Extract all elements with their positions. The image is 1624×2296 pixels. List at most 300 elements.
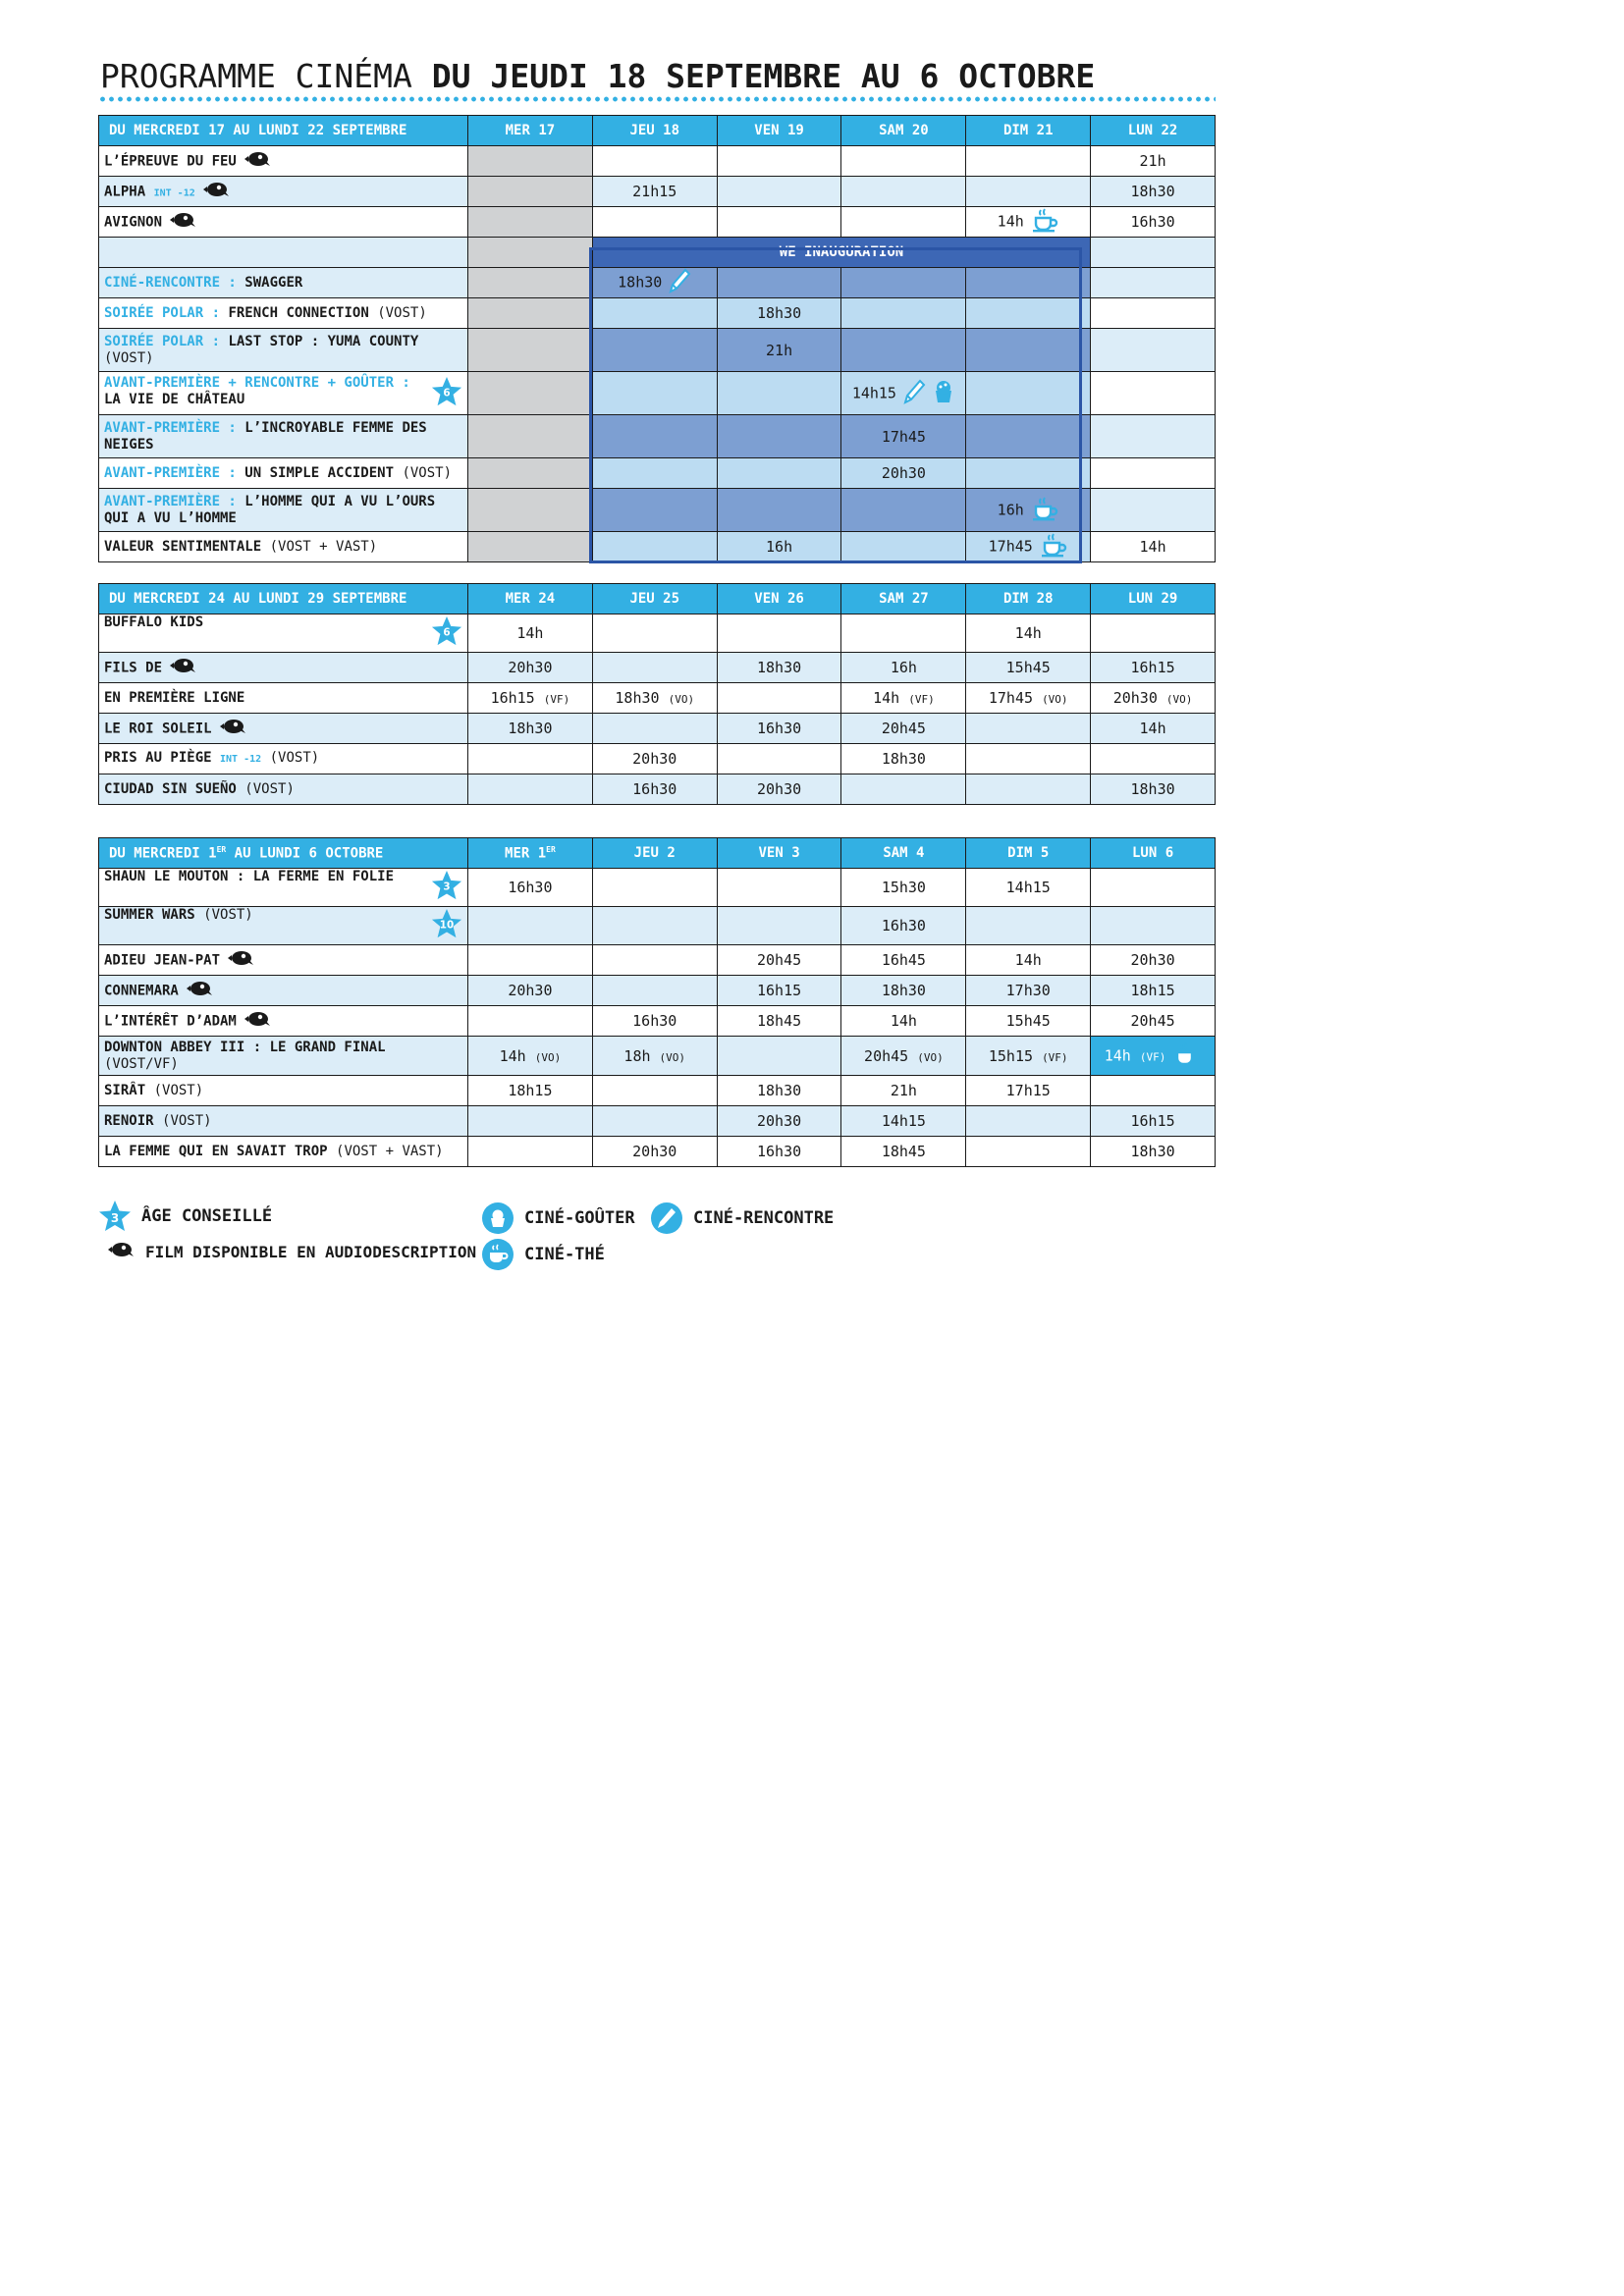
showtime-cell: [592, 744, 717, 774]
showtime-cell: [1091, 1076, 1216, 1106]
film-title-cell: [99, 1006, 468, 1037]
showtime-cell: [592, 683, 717, 714]
table-row: [99, 146, 1216, 177]
showtime: 20h30: [1112, 689, 1158, 707]
showtime-cell: [592, 614, 717, 653]
version-note: (VOST): [104, 349, 154, 366]
showtime-cell: [841, 268, 966, 298]
showtime-cell: [841, 1137, 966, 1167]
day-header: JEU 25: [592, 584, 717, 614]
week3-header: [99, 838, 468, 869]
showtime-cell: [841, 683, 966, 714]
table-row: [99, 714, 1216, 744]
day-header: [468, 838, 593, 869]
showtime-cell: [966, 177, 1091, 207]
showtime-cell: [966, 1037, 1091, 1076]
showtime-cell: [592, 774, 717, 805]
showtime-cell: [841, 207, 966, 238]
showtime: 18h: [623, 1046, 651, 1065]
showtime-cell: [1091, 329, 1216, 372]
showtime-cell: [1091, 1106, 1216, 1137]
showtime-cell: [717, 976, 841, 1006]
showtime-cell: [717, 907, 841, 945]
empty-cell: [1091, 238, 1216, 268]
showtime-cell: [717, 329, 841, 372]
star-age-icon: [431, 376, 462, 412]
film-title: VALEUR SENTIMENTALE: [104, 538, 262, 555]
showtime-cell: [717, 415, 841, 458]
showtime-cell: [1091, 268, 1216, 298]
showtime: 15h45: [1005, 659, 1051, 676]
day-header: DIM 21: [966, 116, 1091, 146]
showtime-cell: [717, 614, 841, 653]
audiodescription-icon: [226, 949, 255, 972]
age-restriction: INT -12: [220, 754, 262, 765]
showtime: 14h: [890, 1012, 917, 1030]
showtime-cell: [1091, 298, 1216, 329]
week3-header-sup: ER: [216, 844, 227, 854]
version-note: (VOST): [402, 464, 453, 481]
showtime-cell: [1091, 714, 1216, 744]
film-title: L’HOMME QUI A VU L’OURS QUI A VU L’HOMME: [104, 493, 436, 526]
showtime-cell: [841, 1006, 966, 1037]
showtime-cell: [717, 146, 841, 177]
film-title-cell: [99, 945, 468, 976]
table-row: [99, 614, 1216, 653]
legend-age: [98, 1200, 272, 1233]
legend-age-example: 3: [110, 1211, 120, 1225]
version-note: (VOST): [377, 304, 427, 321]
film-title: SWAGGER: [244, 274, 303, 291]
showtime-cell: [1091, 945, 1216, 976]
showtime-cell: [468, 329, 593, 372]
showtime-cell: [468, 1037, 593, 1076]
table-row: [99, 945, 1216, 976]
age-value: 6: [443, 387, 451, 400]
showtime-cell: [1091, 614, 1216, 653]
showtime: 16h30: [756, 720, 802, 737]
showtime-cell: [1091, 207, 1216, 238]
showtime-cell: [717, 1137, 841, 1167]
film-title: UN SIMPLE ACCIDENT: [244, 464, 395, 481]
showtime: 16h30: [1130, 213, 1175, 231]
film-title-cell: [99, 532, 468, 562]
showtime-cell: [966, 774, 1091, 805]
showtime-cell: [468, 1006, 593, 1037]
showtime-cell: [1091, 489, 1216, 532]
showtime-cell: [468, 907, 593, 945]
day-header: SAM 27: [841, 584, 966, 614]
showtime-cell: [966, 415, 1091, 458]
film-title-cell: [99, 329, 468, 372]
age-restriction: INT -12: [153, 187, 195, 198]
day-header: VEN 19: [717, 116, 841, 146]
showtime: 18h30: [881, 982, 926, 999]
version-note: (VOST): [153, 1082, 204, 1098]
showtime: 18h15: [508, 1082, 553, 1099]
showtime: 14h: [499, 1046, 526, 1065]
showtime-cell: [841, 1076, 966, 1106]
showtime-cell: [468, 976, 593, 1006]
film-title-cell: [99, 976, 468, 1006]
showtime: 16h: [997, 501, 1024, 518]
empty-cell: [99, 238, 468, 268]
cine-gouter-icon: [932, 379, 955, 408]
showtime-cell: [966, 614, 1091, 653]
film-title: PRIS AU PIÈGE: [104, 750, 212, 766]
film-title-cell: [99, 653, 468, 683]
day-header: VEN 26: [717, 584, 841, 614]
showtime-cell: [966, 1106, 1091, 1137]
showtime-cell: [592, 532, 717, 562]
legend-audio: [106, 1241, 476, 1262]
film-title-cell: [99, 415, 468, 458]
showtime-cell: [468, 372, 593, 415]
day-header: VEN 3: [717, 838, 841, 869]
table-row: [99, 1137, 1216, 1167]
showtime-cell: [468, 1137, 593, 1167]
showtime: 17h45: [881, 427, 926, 446]
legend-the: [481, 1238, 605, 1271]
version-tag: (VO): [1042, 693, 1068, 706]
film-title-cell: [99, 714, 468, 744]
table-row: [99, 268, 1216, 298]
week1-header: DU MERCREDI 17 AU LUNDI 22 SEPTEMBRE: [99, 116, 468, 146]
cine-the-icon: [481, 1238, 514, 1271]
table-row: [99, 329, 1216, 372]
showtime-cell: [1091, 177, 1216, 207]
showtime: 18h45: [881, 1143, 926, 1160]
film-title-cell: [99, 372, 468, 415]
showtime: 14h: [997, 212, 1024, 231]
film-title: ADIEU JEAN-PAT: [104, 952, 221, 968]
version-tag: (VO): [534, 1050, 562, 1064]
event-tag: SOIRÉE POLAR :: [104, 304, 221, 321]
showtime-cell: [717, 207, 841, 238]
showtime-cell: [468, 489, 593, 532]
table-row: [99, 177, 1216, 207]
showtime-cell: [966, 298, 1091, 329]
showtime-cell: [841, 869, 966, 907]
table-row: [99, 744, 1216, 774]
showtime-cell: [966, 372, 1091, 415]
showtime-cell: [592, 945, 717, 976]
day-header: MER 24: [468, 584, 593, 614]
film-title: L’INTÉRÊT D’ADAM: [104, 1013, 237, 1029]
showtime-cell: [592, 207, 717, 238]
showtime-cell: [468, 714, 593, 744]
showtime: 18h30: [756, 1082, 802, 1099]
showtime-cell: [468, 298, 593, 329]
cine-the-icon: [1039, 532, 1068, 561]
film-title-cell: [99, 907, 468, 945]
film-title: BUFFALO KIDS: [104, 614, 204, 630]
showtime: 16h30: [881, 917, 926, 934]
showtime-cell: [1091, 869, 1216, 907]
we-inauguration-row: [99, 238, 1216, 268]
showtime-cell: [1091, 532, 1216, 562]
showtime: 20h30: [508, 982, 553, 999]
showtime-cell: [966, 532, 1091, 562]
audiodescription-icon: [106, 1241, 135, 1262]
showtime: 18h30: [756, 659, 802, 676]
film-title-cell: [99, 774, 468, 805]
showtime-cell: [966, 489, 1091, 532]
table-row: [99, 907, 1216, 945]
showtime-cell: [717, 177, 841, 207]
showtime-cell: [966, 744, 1091, 774]
showtime-cell: [841, 714, 966, 744]
showtime: 18h30: [508, 720, 553, 737]
table-row: [99, 869, 1216, 907]
showtime-cell: [841, 489, 966, 532]
showtime: 15h45: [1005, 1012, 1051, 1030]
version-tag: (VO): [659, 1050, 686, 1064]
showtime-cell: [592, 298, 717, 329]
showtime: 14h: [873, 689, 900, 707]
table-row: [99, 415, 1216, 458]
showtime-cell: [841, 614, 966, 653]
showtime: 21h: [890, 1082, 917, 1099]
showtime-cell: [717, 1106, 841, 1137]
film-title-cell: [99, 1037, 468, 1076]
showtime-cell: [468, 744, 593, 774]
we-inauguration-label: WE INAUGURATION: [592, 238, 1090, 268]
showtime-cell: [841, 744, 966, 774]
legend-audio-label: FILM DISPONIBLE EN AUDIODESCRIPTION: [145, 1242, 477, 1261]
showtime-cell: [592, 329, 717, 372]
audiodescription-icon: [243, 1010, 272, 1033]
showtime: 16h30: [508, 879, 553, 896]
day-header-sup: ER: [546, 844, 556, 854]
showtime: 18h15: [1130, 982, 1175, 999]
showtime: 17h45: [988, 689, 1034, 707]
day-header-text: MER 1: [505, 845, 547, 862]
showtime-cell: [966, 683, 1091, 714]
event-tag: AVANT-PREMIÈRE + RENCONTRE + GOÛTER :: [104, 374, 410, 391]
film-title-cell: [99, 207, 468, 238]
showtime-cell: [717, 744, 841, 774]
title-bold: DU JEUDI 18 SEPTEMBRE AU 6 OCTOBRE: [431, 57, 1096, 95]
showtime: 16h: [890, 659, 917, 676]
audiodescription-icon: [201, 181, 231, 203]
showtime: 18h30: [618, 273, 663, 292]
showtime-cell: [717, 945, 841, 976]
version-tag: (VO): [917, 1050, 944, 1064]
showtime: 14h15: [881, 1112, 926, 1130]
showtime-cell: [468, 683, 593, 714]
film-title: LA FEMME QUI EN SAVAIT TROP: [104, 1143, 328, 1159]
showtime: 20h30: [508, 659, 553, 676]
showtime-cell: [841, 945, 966, 976]
film-title-cell: [99, 1076, 468, 1106]
version-tag: (VF): [1042, 1050, 1068, 1064]
showtime-cell: [841, 372, 966, 415]
showtime: 18h30: [881, 750, 926, 768]
showtime: 21h15: [632, 183, 677, 200]
table-row: [99, 1106, 1216, 1137]
showtime-cell: [1091, 458, 1216, 489]
showtime-cell: [592, 1076, 717, 1106]
cine-the-icon: [1030, 496, 1059, 525]
week2-header: DU MERCREDI 24 AU LUNDI 29 SEPTEMBRE: [99, 584, 468, 614]
version-note: (VOST): [203, 907, 253, 923]
film-title: L’INCROYABLE FEMME DES NEIGES: [104, 419, 427, 453]
star-age-icon: [431, 908, 462, 944]
day-header: LUN 6: [1091, 838, 1216, 869]
showtime-cell: [1091, 372, 1216, 415]
showtime-cell: [1091, 653, 1216, 683]
film-title: CIUDAD SIN SUEÑO: [104, 780, 237, 797]
showtime: 21h: [1139, 152, 1166, 170]
showtime: 20h45: [881, 720, 926, 737]
showtime-cell: [592, 458, 717, 489]
showtime: 20h30: [632, 1143, 677, 1160]
showtime-cell: [717, 372, 841, 415]
legend-the-label: CINÉ-THÉ: [524, 1245, 605, 1264]
table-row: [99, 489, 1216, 532]
film-title-cell: [99, 458, 468, 489]
film-title: SUMMER WARS: [104, 907, 195, 923]
showtime-cell: [1091, 907, 1216, 945]
showtime-cell: [592, 907, 717, 945]
showtime-cell: [592, 489, 717, 532]
day-header: DIM 28: [966, 584, 1091, 614]
table-row: [99, 1006, 1216, 1037]
showtime-cell: [841, 146, 966, 177]
table-row: [99, 1037, 1216, 1076]
showtime-cell: [717, 268, 841, 298]
showtime-cell: [717, 714, 841, 744]
showtime: 20h45: [864, 1046, 909, 1065]
showtime-cell: [1091, 1037, 1216, 1076]
film-title: SIRÂT: [104, 1082, 146, 1098]
showtime-cell: [1091, 415, 1216, 458]
showtime: 16h30: [756, 1143, 802, 1160]
table-row: [99, 207, 1216, 238]
showtime-cell: [841, 774, 966, 805]
event-tag: CINÉ-RENCONTRE :: [104, 274, 237, 291]
film-title: SHAUN LE MOUTON : LA FERME EN FOLIE: [104, 869, 395, 884]
film-title: DOWNTON ABBEY III : LE GRAND FINAL: [104, 1039, 386, 1055]
showtime-cell: [717, 489, 841, 532]
showtime-cell: [592, 177, 717, 207]
showtime-cell: [592, 1006, 717, 1037]
showtime-cell: [468, 207, 593, 238]
showtime: 18h30: [1130, 1143, 1175, 1160]
cine-rencontre-icon: [650, 1201, 683, 1235]
showtime-cell: [841, 1106, 966, 1137]
showtime: 20h45: [1130, 1012, 1175, 1030]
day-header: SAM 20: [841, 116, 966, 146]
film-title-cell: [99, 1106, 468, 1137]
showtime-cell: [468, 532, 593, 562]
showtime: 20h30: [632, 750, 677, 768]
table-row: [99, 683, 1216, 714]
film-title: LA VIE DE CHÂTEAU: [104, 391, 245, 407]
film-title-cell: [99, 177, 468, 207]
showtime: 14h: [516, 624, 544, 642]
showtime-cell: [966, 1006, 1091, 1037]
showtime-cell: [592, 372, 717, 415]
showtime-cell: [966, 458, 1091, 489]
showtime: 20h30: [1130, 951, 1175, 969]
table-row: [99, 532, 1216, 562]
version-tag: (VF): [543, 693, 570, 706]
film-title-cell: [99, 683, 468, 714]
week3-header-rest: AU LUNDI 6 OCTOBRE: [226, 845, 384, 862]
cine-rencontre-icon: [668, 268, 691, 297]
cine-the-icon: [1030, 207, 1059, 237]
showtime-cell: [592, 415, 717, 458]
showtime-cell: [592, 1137, 717, 1167]
dotted-divider: [98, 96, 1216, 102]
showtime-cell: [841, 976, 966, 1006]
version-note: (VOST): [162, 1112, 212, 1129]
star-age-icon: [431, 615, 462, 652]
showtime-cell: [717, 298, 841, 329]
showtime: 20h45: [756, 951, 802, 969]
showtime-cell: [1091, 683, 1216, 714]
cine-rencontre-icon: [902, 379, 926, 408]
showtime-cell: [841, 1037, 966, 1076]
version-tag: (VF): [908, 693, 935, 706]
audiodescription-icon: [243, 150, 272, 173]
showtime-cell: [1091, 146, 1216, 177]
cine-gouter-icon: [481, 1201, 514, 1235]
table-row: [99, 298, 1216, 329]
version-note: (VOST): [269, 750, 320, 766]
showtime: 18h30: [615, 689, 660, 707]
showtime-cell: [468, 774, 593, 805]
showtime-cell: [717, 532, 841, 562]
page-title: [100, 57, 1095, 95]
showtime-cell: [841, 298, 966, 329]
week2-table: [98, 583, 1216, 805]
legend-rencontre: [650, 1201, 834, 1235]
film-title-cell: [99, 298, 468, 329]
showtime-cell: [468, 415, 593, 458]
showtime-cell: [717, 1006, 841, 1037]
showtime-cell: [966, 1137, 1091, 1167]
event-tag: AVANT-PREMIÈRE :: [104, 419, 237, 436]
showtime: 17h30: [1005, 982, 1051, 999]
showtime-cell: [592, 869, 717, 907]
day-header: DIM 5: [966, 838, 1091, 869]
showtime-cell: [966, 945, 1091, 976]
showtime-cell: [468, 614, 593, 653]
version-tag: (VO): [668, 693, 695, 706]
showtime: 14h: [1139, 720, 1166, 737]
showtime-cell: [468, 869, 593, 907]
version-note: (VOST + VAST): [336, 1143, 444, 1159]
showtime: 18h30: [1130, 183, 1175, 200]
closed-cell: [468, 238, 593, 268]
showtime-cell: [841, 653, 966, 683]
showtime-cell: [841, 458, 966, 489]
day-header: JEU 18: [592, 116, 717, 146]
showtime: 14h: [1014, 951, 1042, 969]
showtime-cell: [966, 146, 1091, 177]
version-tag: (VF): [1139, 1050, 1166, 1063]
legend-rencontre-label: CINÉ-RENCONTRE: [693, 1208, 835, 1228]
showtime-cell: [468, 1076, 593, 1106]
showtime: 18h30: [756, 304, 802, 322]
showtime: 17h15: [1005, 1082, 1051, 1099]
showtime: 16h45: [881, 951, 926, 969]
legend-gouter: [481, 1201, 635, 1235]
showtime-cell: [966, 869, 1091, 907]
